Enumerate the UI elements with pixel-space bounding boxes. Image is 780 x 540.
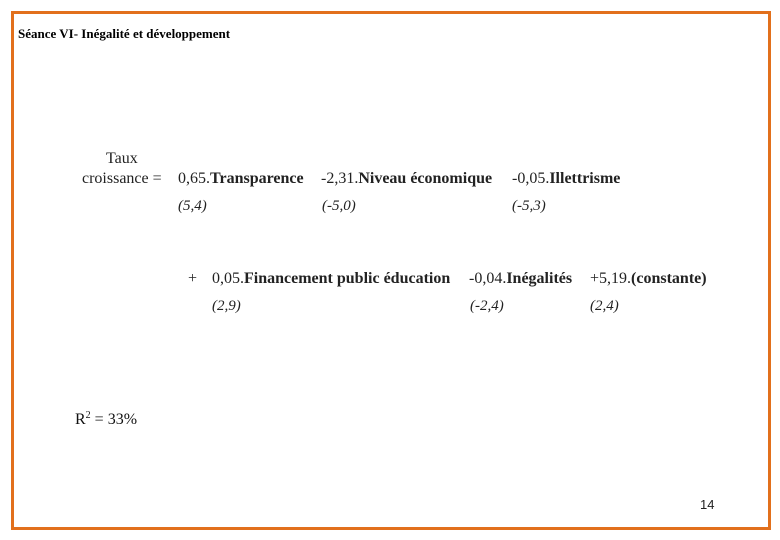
r-squared-exponent: 2 (85, 410, 91, 421)
term-niveau-economique (321, 170, 492, 188)
variable-name: Niveau économique (358, 170, 493, 187)
plus-sign: + (188, 270, 198, 287)
term-illettrisme (512, 170, 620, 188)
r-squared-value: = 33% (90, 411, 138, 428)
t-stat-transparence: (5,4) (178, 198, 207, 214)
coefficient: -2,31. (321, 170, 359, 187)
term-inegalites (469, 270, 572, 288)
variable-name: Transparence (210, 170, 304, 187)
term-financement-public-education (212, 270, 450, 288)
variable-name: Inégalités (506, 270, 573, 287)
coefficient: -0,04. (469, 270, 507, 287)
equation-lhs-line1: Taux (106, 150, 138, 167)
slide-title: Séance VI- Inégalité et développement (18, 26, 231, 41)
coefficient: 0,65. (178, 170, 210, 187)
term-transparence (178, 170, 304, 188)
term-constante (590, 270, 707, 288)
page-number: 14 (700, 497, 715, 512)
t-stat-constante: (2,4) (590, 298, 619, 314)
variable-name: Financement public éducation (244, 270, 451, 287)
t-stat-financement-public-education: (2,9) (212, 298, 241, 314)
coefficient: +5,19. (590, 270, 632, 287)
t-stat-illettrisme: (-5,3) (512, 198, 546, 214)
variable-name: Illettrisme (549, 170, 621, 187)
r-squared-prefix: R (75, 411, 86, 428)
t-stat-niveau-economique: (-5,0) (322, 198, 356, 214)
equation-lhs-line2: croissance = (82, 170, 162, 187)
r-squared (75, 410, 137, 429)
coefficient: -0,05. (512, 170, 550, 187)
coefficient: 0,05. (212, 270, 244, 287)
variable-name: (constante) (631, 270, 707, 287)
t-stat-inegalites: (-2,4) (470, 298, 504, 314)
